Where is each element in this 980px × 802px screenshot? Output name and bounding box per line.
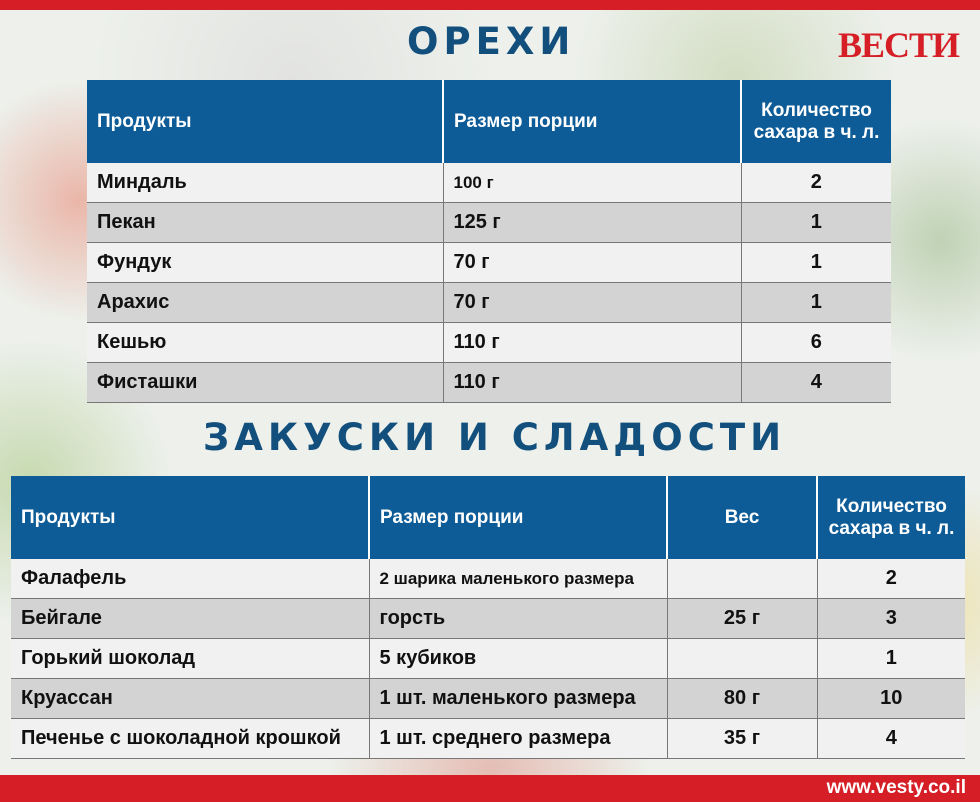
product-cell: Печенье с шоколадной крошкой — [11, 719, 369, 759]
weight-cell — [667, 559, 817, 599]
sugar-cell: 1 — [741, 243, 891, 283]
snacks-header-row — [11, 476, 965, 559]
sugar-cell: 1 — [741, 203, 891, 243]
product-cell: Арахис — [87, 283, 443, 323]
product-cell: Круассан — [11, 679, 369, 719]
table-row — [11, 639, 965, 679]
product-cell: Фисташки — [87, 363, 443, 403]
portion-cell: 1 шт. среднего размера — [369, 719, 667, 759]
sugar-cell: 6 — [741, 323, 891, 363]
table-row — [87, 323, 891, 363]
portion-cell: 125 г — [443, 203, 741, 243]
nuts-table — [87, 80, 891, 403]
site-url: www.vesty.co.il — [826, 777, 966, 798]
portion-cell: 70 г — [443, 243, 741, 283]
sugar-cell: 2 — [741, 163, 891, 203]
portion-cell: 70 г — [443, 283, 741, 323]
weight-cell — [667, 639, 817, 679]
table-row — [87, 203, 891, 243]
table-row — [11, 559, 965, 599]
weight-cell: 80 г — [667, 679, 817, 719]
table-row — [11, 679, 965, 719]
portion-cell: горсть — [369, 599, 667, 639]
weight-cell: 25 г — [667, 599, 817, 639]
product-cell: Бейгале — [11, 599, 369, 639]
portion-cell: 110 г — [443, 323, 741, 363]
portion-cell: 2 шарика маленького размера — [369, 559, 667, 599]
snacks-table — [11, 476, 965, 759]
nuts-header-product: Продукты — [87, 80, 443, 163]
sugar-cell: 3 — [817, 599, 965, 639]
table-row — [87, 243, 891, 283]
portion-cell: 110 г — [443, 363, 741, 403]
nuts-header-row — [87, 80, 891, 163]
sugar-cell: 4 — [741, 363, 891, 403]
nuts-title: ОРЕХИ — [407, 20, 576, 63]
snacks-header-weight: Вес — [667, 476, 817, 559]
sugar-cell: 2 — [817, 559, 965, 599]
product-cell: Фундук — [87, 243, 443, 283]
bottom-red-bar — [0, 775, 980, 802]
sugar-cell: 1 — [817, 639, 965, 679]
table-row — [11, 719, 965, 759]
portion-cell: 1 шт. маленького размера — [369, 679, 667, 719]
snacks-header-sugar: Количество сахара в ч. л. — [817, 476, 965, 559]
table-row — [87, 163, 891, 203]
nuts-header-sugar: Количество сахара в ч. л. — [741, 80, 891, 163]
nuts-header-portion: Размер порции — [443, 80, 741, 163]
portion-cell: 5 кубиков — [369, 639, 667, 679]
portion-cell: 100 г — [443, 163, 741, 203]
vesti-logo: ВЕСТИ — [838, 25, 960, 65]
snacks-title: ЗАКУСКИ И СЛАДОСТИ — [203, 416, 787, 459]
snacks-header-portion: Размер порции — [369, 476, 667, 559]
table-row — [87, 283, 891, 323]
top-red-bar — [0, 0, 980, 10]
sugar-cell: 1 — [741, 283, 891, 323]
table-row — [87, 363, 891, 403]
snacks-header-product: Продукты — [11, 476, 369, 559]
product-cell: Кешью — [87, 323, 443, 363]
product-cell: Миндаль — [87, 163, 443, 203]
product-cell: Пекан — [87, 203, 443, 243]
sugar-cell: 10 — [817, 679, 965, 719]
sugar-cell: 4 — [817, 719, 965, 759]
table-row — [11, 599, 965, 639]
weight-cell: 35 г — [667, 719, 817, 759]
product-cell: Горький шоколад — [11, 639, 369, 679]
product-cell: Фалафель — [11, 559, 369, 599]
